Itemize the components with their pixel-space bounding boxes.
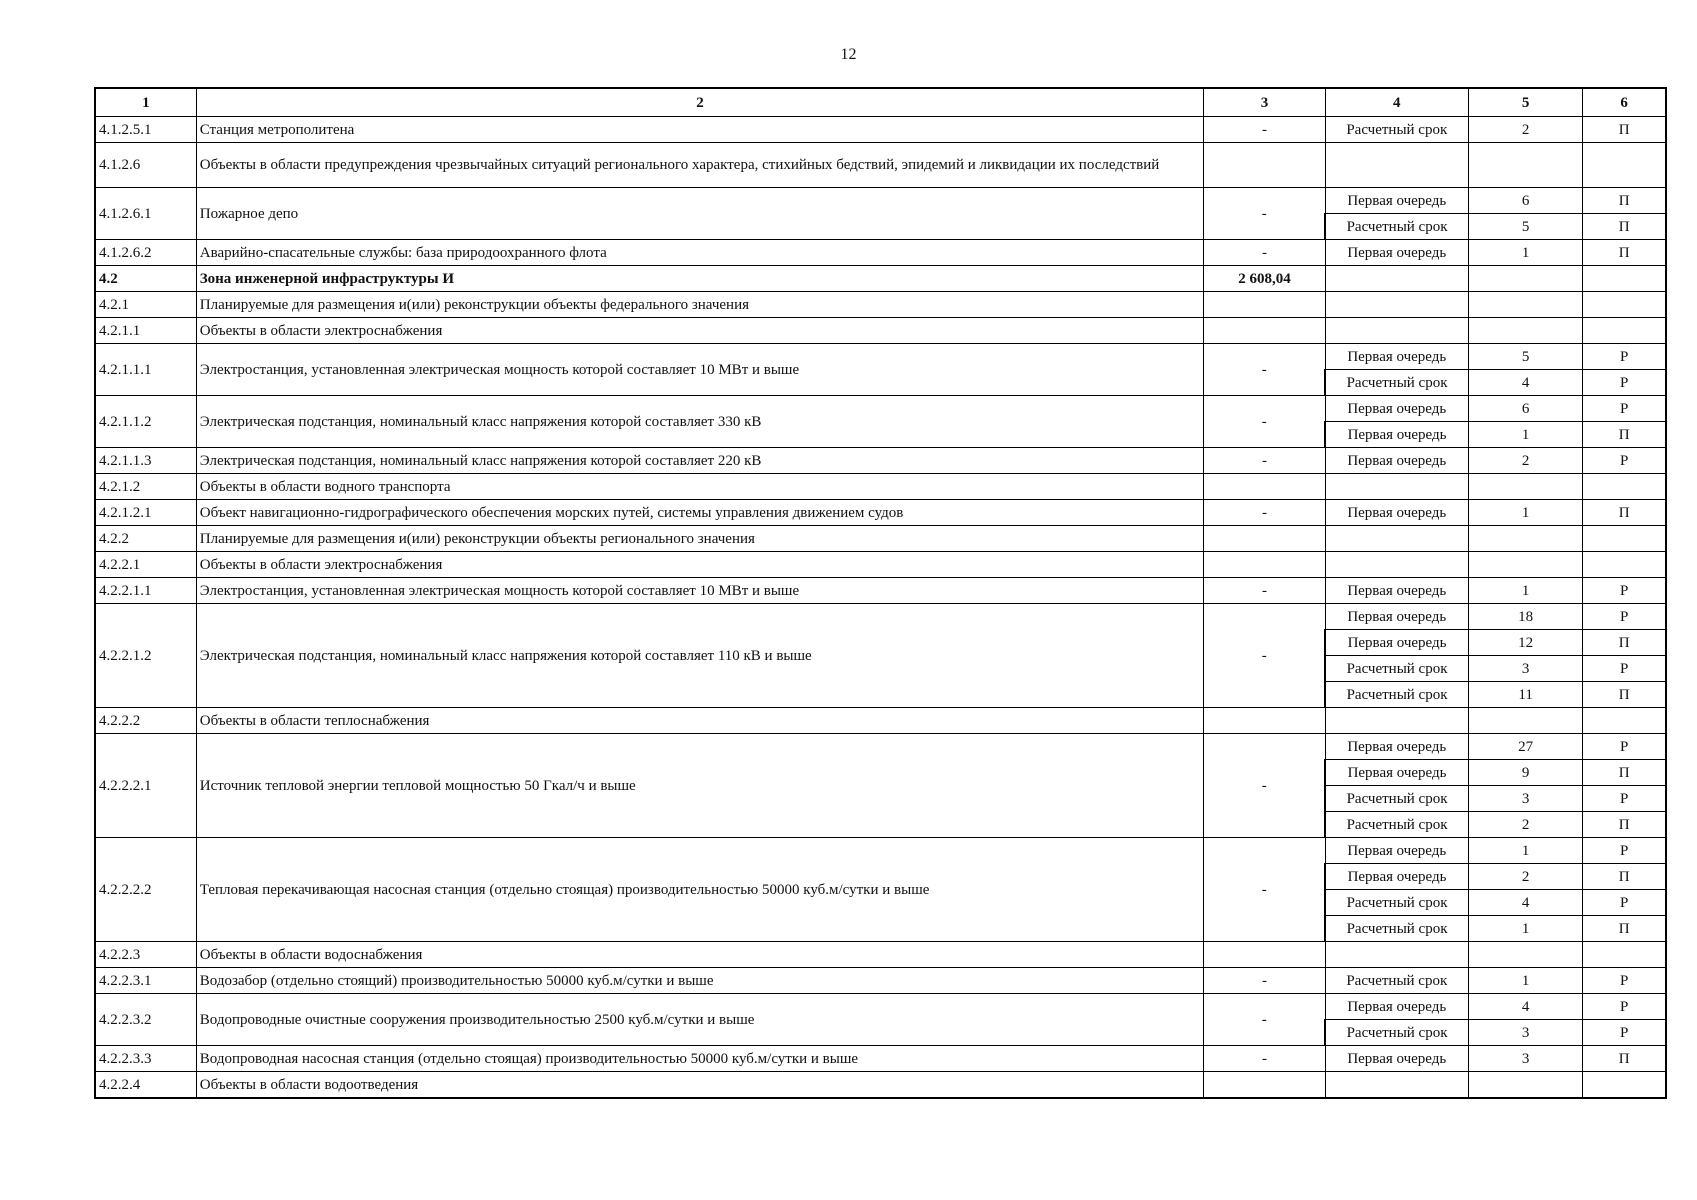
row-area — [1204, 708, 1325, 734]
row-term: Расчетный срок — [1325, 1020, 1468, 1046]
row-count: 4 — [1468, 370, 1582, 396]
row-count: 18 — [1468, 604, 1582, 630]
row-type: Р — [1583, 604, 1666, 630]
table-row — [95, 266, 1666, 292]
row-count: 6 — [1468, 396, 1582, 422]
row-type: П — [1583, 188, 1666, 214]
row-term — [1325, 552, 1468, 578]
row-count: 11 — [1468, 682, 1582, 708]
row-name: Электростанция, установленная электрическая мощность которой составляет 10 МВт и выше — [196, 578, 1204, 604]
row-code: 4.1.2.5.1 — [95, 117, 196, 143]
row-type — [1583, 526, 1666, 552]
row-code: 4.2.2.2 — [95, 708, 196, 734]
row-name: Объекты в области водоснабжения — [196, 942, 1204, 968]
table-row — [95, 396, 1666, 422]
row-area: - — [1204, 240, 1325, 266]
row-area: - — [1204, 344, 1325, 396]
row-count — [1468, 1072, 1582, 1099]
row-type: П — [1583, 214, 1666, 240]
row-code: 4.2.2.1 — [95, 552, 196, 578]
table-row — [95, 500, 1666, 526]
row-count — [1468, 318, 1582, 344]
row-term: Первая очередь — [1325, 838, 1468, 864]
row-area: 2 608,04 — [1204, 266, 1325, 292]
row-type: П — [1583, 682, 1666, 708]
row-term: Первая очередь — [1325, 630, 1468, 656]
table-row — [95, 1072, 1666, 1099]
row-type: Р — [1583, 994, 1666, 1020]
row-name: Аварийно-спасательные службы: база природоохранного флота — [196, 240, 1204, 266]
row-term — [1325, 708, 1468, 734]
row-type: Р — [1583, 656, 1666, 682]
row-type: Р — [1583, 890, 1666, 916]
row-term — [1325, 1072, 1468, 1099]
row-count: 1 — [1468, 422, 1582, 448]
table-row — [95, 734, 1666, 760]
row-name: Объекты в области предупреждения чрезвычайных ситуаций регионального характера, стихийных бедствий, эпидемий и ликвидации их последствий — [196, 143, 1204, 188]
row-type — [1583, 266, 1666, 292]
row-type: Р — [1583, 734, 1666, 760]
header-col-6: 6 — [1583, 88, 1666, 117]
table-row — [95, 448, 1666, 474]
header-col-1: 1 — [95, 88, 196, 117]
row-code: 4.2.2.1.1 — [95, 578, 196, 604]
row-code: 4.2.2.2.2 — [95, 838, 196, 942]
table-row — [95, 1046, 1666, 1072]
row-area: - — [1204, 1046, 1325, 1072]
row-term: Первая очередь — [1325, 188, 1468, 214]
row-term — [1325, 474, 1468, 500]
row-code: 4.2.2.3.3 — [95, 1046, 196, 1072]
row-count: 3 — [1468, 1046, 1582, 1072]
table-row — [95, 344, 1666, 370]
row-type — [1583, 942, 1666, 968]
row-type: П — [1583, 916, 1666, 942]
row-area — [1204, 1072, 1325, 1099]
row-name: Электростанция, установленная электрическая мощность которой составляет 10 МВт и выше — [196, 344, 1204, 396]
table-row — [95, 143, 1666, 188]
row-term: Расчетный срок — [1325, 916, 1468, 942]
row-count — [1468, 143, 1582, 188]
table-row — [95, 318, 1666, 344]
row-code: 4.2.2.3 — [95, 942, 196, 968]
row-area: - — [1204, 500, 1325, 526]
row-term: Первая очередь — [1325, 604, 1468, 630]
row-name: Водопроводная насосная станция (отдельно стоящая) производительностью 50000 куб.м/сутки и выше — [196, 1046, 1204, 1072]
row-type: П — [1583, 812, 1666, 838]
row-count: 3 — [1468, 656, 1582, 682]
row-count: 5 — [1468, 344, 1582, 370]
table-row — [95, 188, 1666, 214]
table-row — [95, 474, 1666, 500]
row-area — [1204, 292, 1325, 318]
row-type: Р — [1583, 578, 1666, 604]
row-type — [1583, 1072, 1666, 1099]
row-term — [1325, 266, 1468, 292]
table-row — [95, 838, 1666, 864]
header-col-4: 4 — [1325, 88, 1468, 117]
row-term — [1325, 526, 1468, 552]
row-type — [1583, 292, 1666, 318]
row-code: 4.1.2.6 — [95, 143, 196, 188]
row-count: 9 — [1468, 760, 1582, 786]
row-count — [1468, 526, 1582, 552]
row-area — [1204, 552, 1325, 578]
row-code: 4.2.1.2.1 — [95, 500, 196, 526]
row-area: - — [1204, 734, 1325, 838]
table-row — [95, 526, 1666, 552]
row-term: Первая очередь — [1325, 1046, 1468, 1072]
row-type: Р — [1583, 448, 1666, 474]
row-code: 4.2.2.2.1 — [95, 734, 196, 838]
row-type: Р — [1583, 838, 1666, 864]
row-count: 1 — [1468, 578, 1582, 604]
row-code: 4.2.1.1.1 — [95, 344, 196, 396]
row-area: - — [1204, 578, 1325, 604]
row-name: Водопроводные очистные сооружения производительностью 2500 куб.м/сутки и выше — [196, 994, 1204, 1046]
row-name: Станция метрополитена — [196, 117, 1204, 143]
row-term: Расчетный срок — [1325, 682, 1468, 708]
row-term: Первая очередь — [1325, 760, 1468, 786]
row-type: П — [1583, 500, 1666, 526]
row-term: Первая очередь — [1325, 448, 1468, 474]
row-code: 4.2.1 — [95, 292, 196, 318]
header-col-2: 2 — [196, 88, 1204, 117]
row-term — [1325, 292, 1468, 318]
row-count: 4 — [1468, 994, 1582, 1020]
row-name: Пожарное депо — [196, 188, 1204, 240]
row-area — [1204, 942, 1325, 968]
row-type — [1583, 708, 1666, 734]
row-code: 4.2.2.1.2 — [95, 604, 196, 708]
row-count: 2 — [1468, 864, 1582, 890]
table-row — [95, 968, 1666, 994]
row-area — [1204, 474, 1325, 500]
row-term: Расчетный срок — [1325, 812, 1468, 838]
table-row — [95, 292, 1666, 318]
row-area: - — [1204, 448, 1325, 474]
row-count: 27 — [1468, 734, 1582, 760]
row-term: Расчетный срок — [1325, 656, 1468, 682]
row-count — [1468, 292, 1582, 318]
row-name: Объекты в области водоотведения — [196, 1072, 1204, 1099]
row-term: Расчетный срок — [1325, 370, 1468, 396]
row-name: Источник тепловой энергии тепловой мощностью 50 Гкал/ч и выше — [196, 734, 1204, 838]
table-row — [95, 578, 1666, 604]
row-count — [1468, 942, 1582, 968]
table-row — [95, 708, 1666, 734]
row-type: Р — [1583, 1020, 1666, 1046]
row-name: Объекты в области водного транспорта — [196, 474, 1204, 500]
table-row — [95, 994, 1666, 1020]
row-name: Электрическая подстанция, номинальный класс напряжения которой составляет 330 кВ — [196, 396, 1204, 448]
row-term — [1325, 318, 1468, 344]
row-type: Р — [1583, 370, 1666, 396]
row-code: 4.2.2.3.2 — [95, 994, 196, 1046]
row-type: П — [1583, 1046, 1666, 1072]
row-name: Электрическая подстанция, номинальный класс напряжения которой составляет 220 кВ — [196, 448, 1204, 474]
row-code: 4.2.1.1.3 — [95, 448, 196, 474]
row-area: - — [1204, 396, 1325, 448]
header-col-3: 3 — [1204, 88, 1325, 117]
row-count: 1 — [1468, 838, 1582, 864]
row-type — [1583, 474, 1666, 500]
row-term: Первая очередь — [1325, 396, 1468, 422]
row-area — [1204, 526, 1325, 552]
row-area — [1204, 143, 1325, 188]
row-name: Объекты в области электроснабжения — [196, 318, 1204, 344]
row-type: Р — [1583, 344, 1666, 370]
row-area — [1204, 318, 1325, 344]
row-term: Первая очередь — [1325, 734, 1468, 760]
table-row — [95, 552, 1666, 578]
row-name: Водозабор (отдельно стоящий) производительностью 50000 куб.м/сутки и выше — [196, 968, 1204, 994]
document-table — [94, 87, 1667, 1099]
row-count: 1 — [1468, 968, 1582, 994]
row-name: Планируемые для размещения и(или) реконструкции объекты регионального значения — [196, 526, 1204, 552]
table-header-row — [95, 88, 1666, 117]
row-count: 3 — [1468, 1020, 1582, 1046]
table-row — [95, 942, 1666, 968]
row-term: Первая очередь — [1325, 864, 1468, 890]
row-count: 1 — [1468, 916, 1582, 942]
row-term: Расчетный срок — [1325, 117, 1468, 143]
row-term: Первая очередь — [1325, 240, 1468, 266]
row-area: - — [1204, 994, 1325, 1046]
table-row — [95, 117, 1666, 143]
row-code: 4.2.2.3.1 — [95, 968, 196, 994]
row-type: П — [1583, 117, 1666, 143]
row-code: 4.2.2.4 — [95, 1072, 196, 1099]
row-count: 1 — [1468, 240, 1582, 266]
row-area: - — [1204, 838, 1325, 942]
row-term: Расчетный срок — [1325, 890, 1468, 916]
row-count — [1468, 708, 1582, 734]
row-area: - — [1204, 188, 1325, 240]
row-type: П — [1583, 760, 1666, 786]
row-name: Электрическая подстанция, номинальный класс напряжения которой составляет 110 кВ и выше — [196, 604, 1204, 708]
row-area: - — [1204, 604, 1325, 708]
table-row — [95, 604, 1666, 630]
row-term: Расчетный срок — [1325, 786, 1468, 812]
row-term — [1325, 143, 1468, 188]
row-count: 12 — [1468, 630, 1582, 656]
row-area: - — [1204, 117, 1325, 143]
row-type — [1583, 143, 1666, 188]
row-type: П — [1583, 630, 1666, 656]
row-count: 2 — [1468, 448, 1582, 474]
row-term: Первая очередь — [1325, 578, 1468, 604]
row-count — [1468, 474, 1582, 500]
row-term: Расчетный срок — [1325, 214, 1468, 240]
row-code: 4.2.1.1.2 — [95, 396, 196, 448]
row-code: 4.2 — [95, 266, 196, 292]
row-name: Планируемые для размещения и(или) реконструкции объекты федерального значения — [196, 292, 1204, 318]
row-count: 2 — [1468, 812, 1582, 838]
row-count: 3 — [1468, 786, 1582, 812]
table-row — [95, 240, 1666, 266]
row-type — [1583, 318, 1666, 344]
row-type: Р — [1583, 968, 1666, 994]
row-count: 5 — [1468, 214, 1582, 240]
header-col-5: 5 — [1468, 88, 1582, 117]
row-type: П — [1583, 240, 1666, 266]
row-term: Первая очередь — [1325, 422, 1468, 448]
row-count: 6 — [1468, 188, 1582, 214]
row-term — [1325, 942, 1468, 968]
row-name: Зона инженерной инфраструктуры И — [196, 266, 1204, 292]
row-code: 4.1.2.6.1 — [95, 188, 196, 240]
row-code: 4.1.2.6.2 — [95, 240, 196, 266]
row-type: Р — [1583, 786, 1666, 812]
row-count: 4 — [1468, 890, 1582, 916]
row-term: Первая очередь — [1325, 500, 1468, 526]
row-name: Объекты в области электроснабжения — [196, 552, 1204, 578]
row-name: Тепловая перекачивающая насосная станция (отдельно стоящая) производительностью 50000 куб.м/сутки и выше — [196, 838, 1204, 942]
row-type — [1583, 552, 1666, 578]
row-count: 2 — [1468, 117, 1582, 143]
row-name: Объекты в области теплоснабжения — [196, 708, 1204, 734]
row-code: 4.2.1.2 — [95, 474, 196, 500]
row-type: Р — [1583, 396, 1666, 422]
row-term: Расчетный срок — [1325, 968, 1468, 994]
page-number: 12 — [840, 46, 857, 63]
row-term: Первая очередь — [1325, 344, 1468, 370]
row-term: Первая очередь — [1325, 994, 1468, 1020]
row-count — [1468, 552, 1582, 578]
row-type: П — [1583, 422, 1666, 448]
row-name: Объект навигационно-гидрографического обеспечения морских путей, системы управления движением судов — [196, 500, 1204, 526]
row-type: П — [1583, 864, 1666, 890]
row-area: - — [1204, 968, 1325, 994]
row-count — [1468, 266, 1582, 292]
row-code: 4.2.2 — [95, 526, 196, 552]
table-body — [95, 117, 1666, 1099]
row-count: 1 — [1468, 500, 1582, 526]
row-code: 4.2.1.1 — [95, 318, 196, 344]
